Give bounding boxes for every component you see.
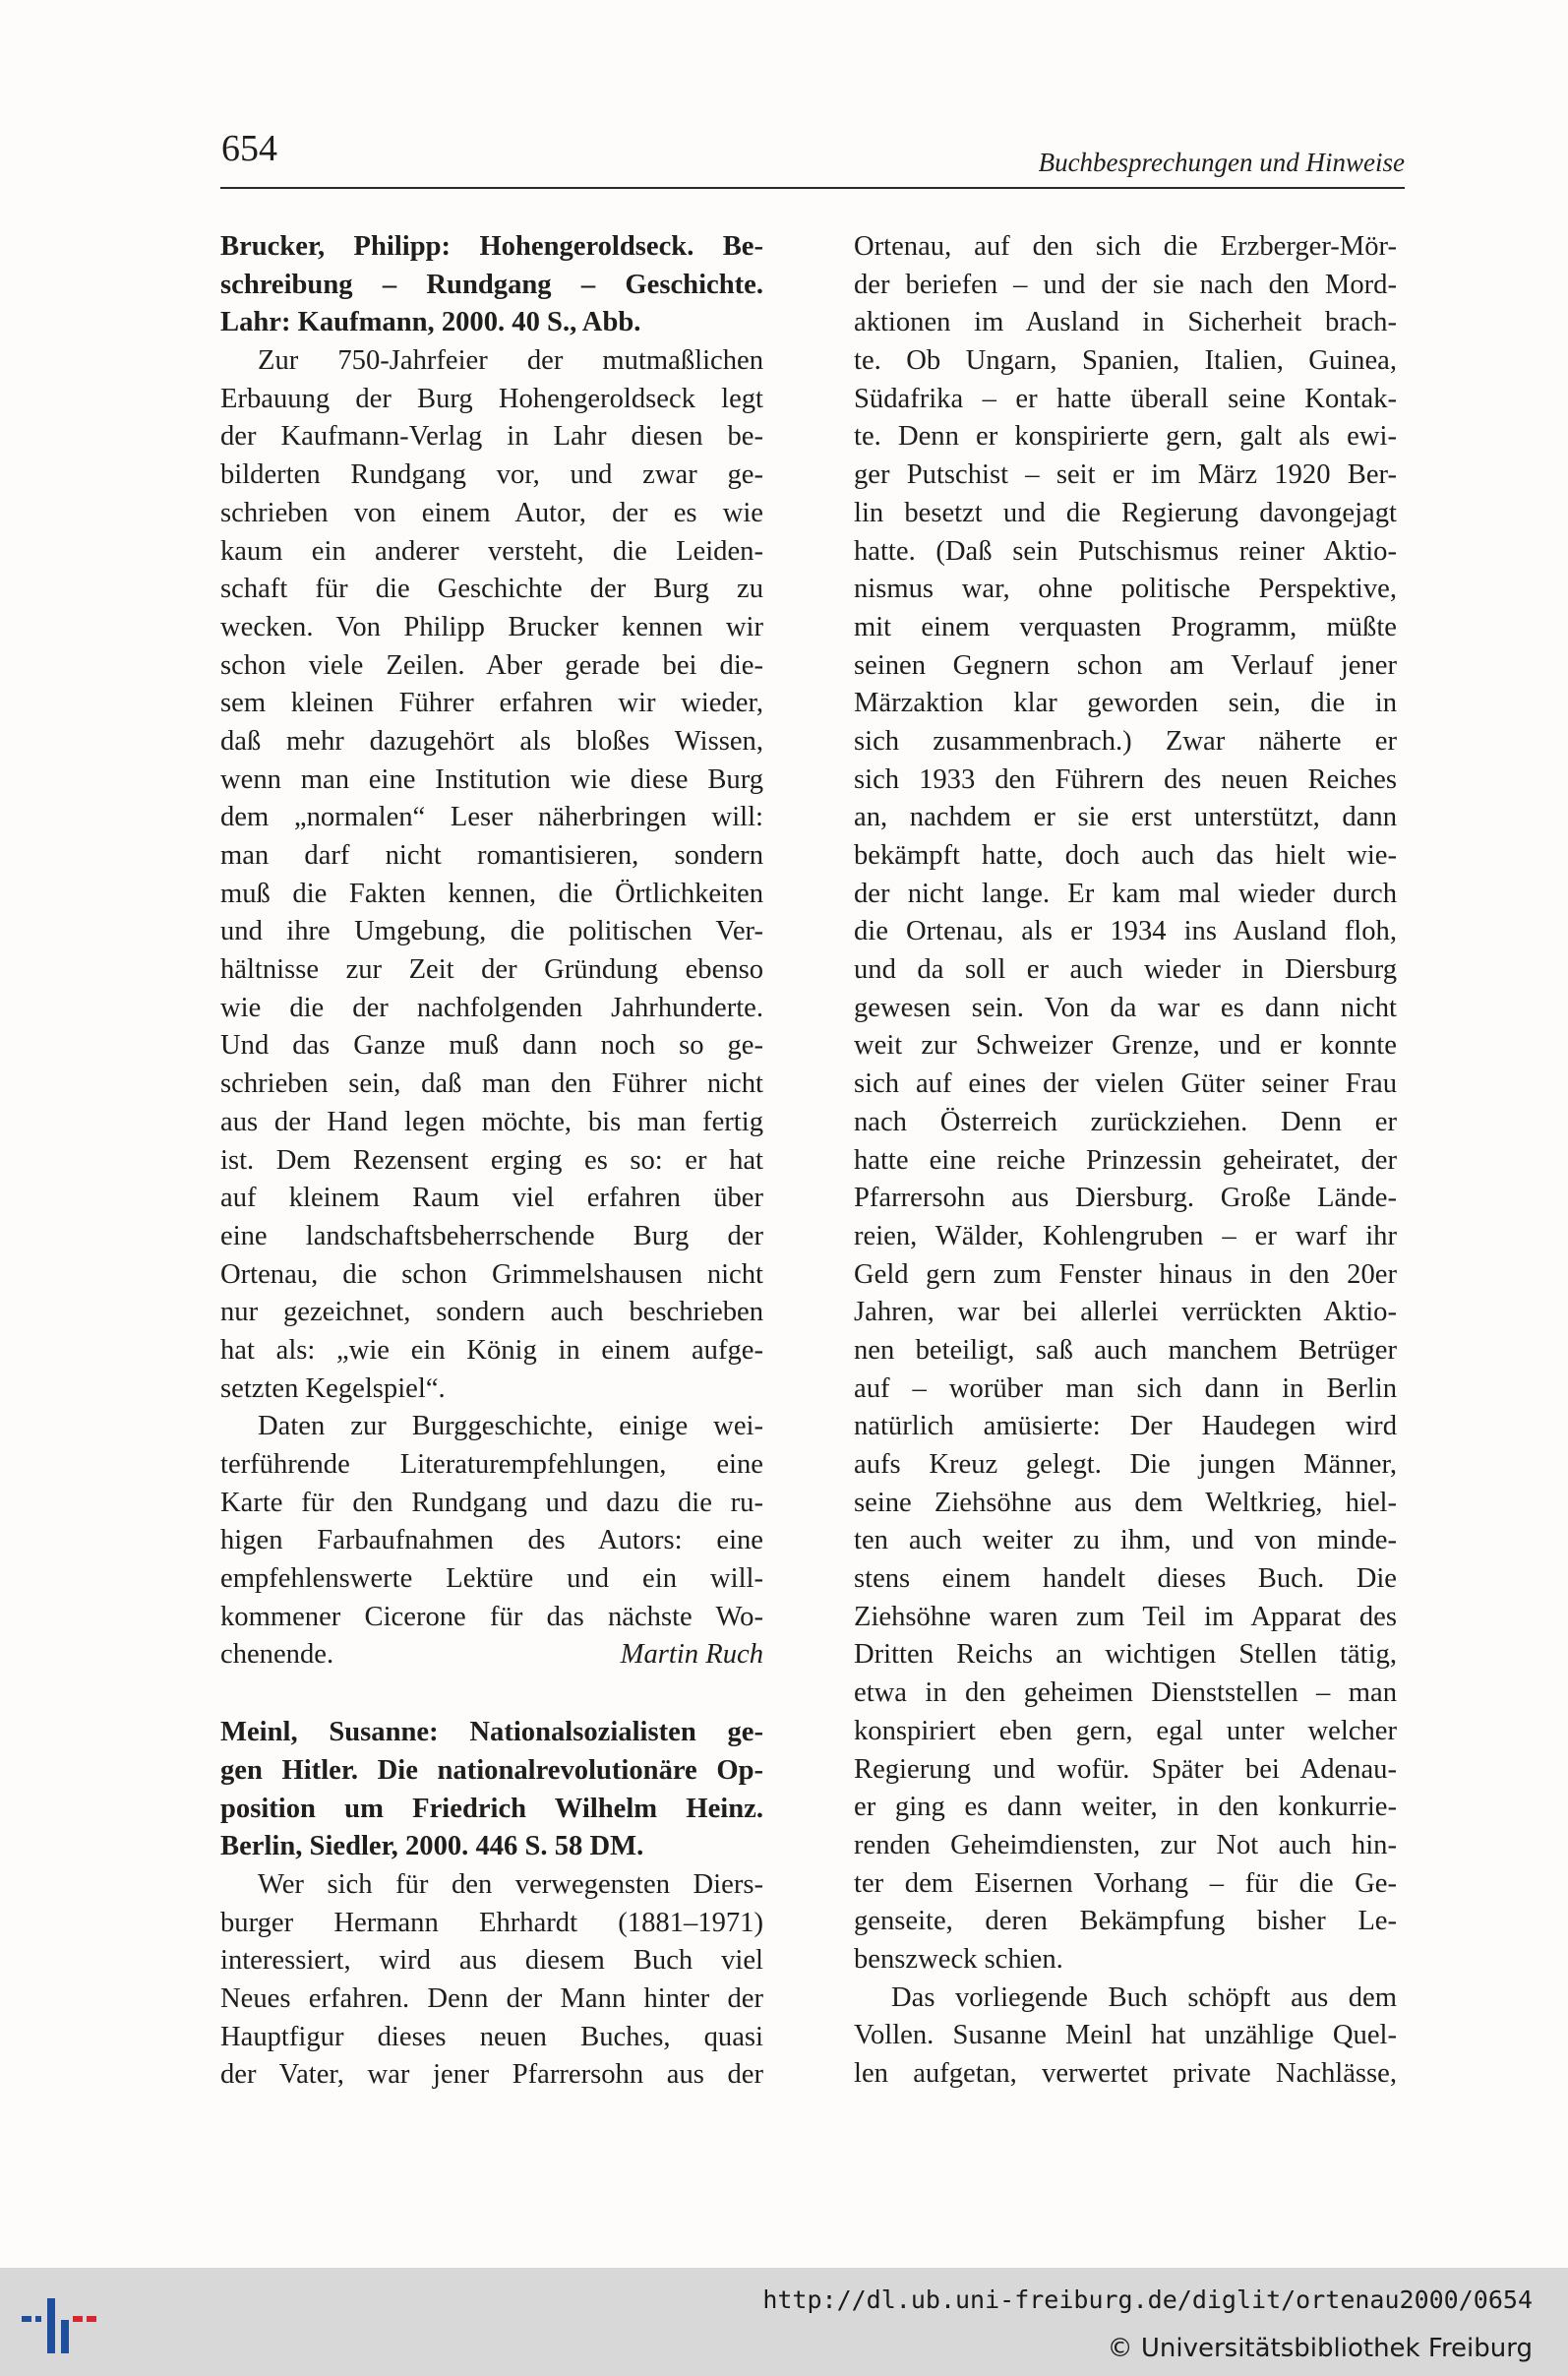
- text-line: bilderten Rundgang vor, und zwar ge-: [220, 459, 763, 491]
- review-heading-brucker: [220, 228, 763, 342]
- text-line: sich 1933 den Führern des neuen Reiches: [854, 763, 1397, 795]
- text-line: kommener Cicerone für das nächste Wo-: [220, 1601, 763, 1632]
- text-line: seinen Gegnern schon am Verlauf jener: [854, 649, 1397, 681]
- text-line: Hauptfigur dieses neuen Buches, quasi: [220, 2021, 763, 2052]
- library-logo-icon: [22, 2281, 100, 2365]
- text-line: seine Ziehsöhne aus dem Weltkrieg, hiel-: [854, 1487, 1397, 1518]
- text-line: schrieben von einem Autor, der es wie: [220, 497, 763, 528]
- text-line: hältnisse zur Zeit der Gründung ebenso: [220, 954, 763, 986]
- review-paragraph: [220, 1408, 763, 1675]
- text-line: gewesen sein. Von da war es dann nicht: [854, 992, 1397, 1023]
- reviewer-name: Martin Ruch: [620, 1639, 763, 1671]
- heading-line: schreibung – Rundgang – Geschichte.: [220, 269, 763, 300]
- text-line: nen beteiligt, saß auch manchem Betrüger: [854, 1334, 1397, 1366]
- text-line: und ihre Umgebung, die politischen Ver-: [220, 916, 763, 947]
- text-line: Geld gern zum Fenster hinaus in den 20er: [854, 1258, 1397, 1290]
- text-line: muß die Fakten kennen, die Örtlichkeiten: [220, 878, 763, 909]
- text-line: lin besetzt und die Regierung davongejagt: [854, 497, 1397, 528]
- text-line: der beriefen – und der sie nach den Mord-: [854, 269, 1397, 300]
- text-line: man darf nicht romantisieren, sondern: [220, 840, 763, 871]
- copyright-notice: © Universitätsbibliothek Freiburg: [1107, 2334, 1533, 2363]
- text-line: sich auf eines der vielen Güter seiner Frau: [854, 1068, 1397, 1100]
- text-line: schaft für die Geschichte der Burg zu: [220, 574, 763, 605]
- text-line: die Ortenau, als er 1934 ins Ausland floh,: [854, 916, 1397, 947]
- right-column: [854, 228, 1397, 2094]
- signature-line: [220, 1636, 763, 1675]
- page-number: 654: [221, 128, 277, 169]
- text-line: daß mehr dazugehört als bloßes Wissen,: [220, 725, 763, 757]
- heading-line: Berlin, Siedler, 2000. 446 S. 58 DM.: [220, 1831, 644, 1862]
- text-line: terführende Literaturempfehlungen, eine: [220, 1449, 763, 1480]
- text-line: te. Ob Ungarn, Spanien, Italien, Guinea,: [854, 345, 1397, 377]
- text-line: genseite, deren Bekämpfung bisher Le-: [854, 1906, 1397, 1937]
- review-paragraph: [854, 1980, 1397, 2094]
- text-line: te. Denn er konspirierte gern, galt als ewi-: [854, 421, 1397, 453]
- text-line: len aufgetan, verwertet private Nachlässe,: [854, 2058, 1397, 2089]
- text-line: Neues erfahren. Denn der Mann hinter der: [220, 1982, 763, 2014]
- text-line: higen Farbaufnahmen des Autors: eine: [220, 1525, 763, 1556]
- text-line: reien, Wälder, Kohlengruben – er warf ihr: [854, 1220, 1397, 1251]
- text-line: Ortenau, auf den sich die Erzberger-Mör-: [854, 231, 1397, 262]
- text-line: Daten zur Burggeschichte, einige wei-: [258, 1411, 763, 1442]
- text-line: hat als: „wie ein König in einem aufge-: [220, 1334, 763, 1366]
- text-line: hatte eine reiche Prinzessin geheiratet, der: [854, 1144, 1397, 1176]
- text-line: wie die der nachfolgenden Jahrhunderte.: [220, 992, 763, 1023]
- text-line: nach Österreich zurückziehen. Denn er: [854, 1106, 1397, 1137]
- heading-line: gen Hitler. Die nationalrevolutionäre Op-: [220, 1754, 763, 1786]
- text-line: interessiert, wird aus diesem Buch viel: [220, 1945, 763, 1977]
- text-line: und da soll er auch wieder in Diersburg: [854, 954, 1397, 986]
- text-line: an, nachdem er sie erst unterstützt, dann: [854, 802, 1397, 833]
- review-paragraph: [220, 342, 763, 1408]
- text-line: Pfarrersohn aus Diersburg. Große Lände-: [854, 1183, 1397, 1214]
- text-line: empfehlenswerte Lektüre und ein will-: [220, 1563, 763, 1595]
- text-line: aus der Hand legen möchte, bis man fertig: [220, 1106, 763, 1137]
- text-line: der Kaufmann-Verlag in Lahr diesen be-: [220, 421, 763, 453]
- text-line: hatte. (Daß sein Putschismus reiner Aktio-: [854, 535, 1397, 567]
- text-line: chenende.: [220, 1639, 334, 1671]
- text-line: nur gezeichnet, sondern auch beschrieben: [220, 1297, 763, 1328]
- text-line: ist. Dem Rezensent erging es so: er hat: [220, 1144, 763, 1176]
- text-line: auf kleinem Raum viel erfahren über: [220, 1183, 763, 1214]
- text-line: eine landschaftsbeherrschende Burg der: [220, 1220, 763, 1251]
- text-line: renden Geheimdiensten, zur Not auch hin-: [854, 1829, 1397, 1860]
- text-line: Regierung und wofür. Später bei Adenau-: [854, 1753, 1397, 1785]
- text-line: aktionen im Ausland in Sicherheit brach-: [854, 307, 1397, 338]
- text-line: wenn man eine Institution wie diese Burg: [220, 763, 763, 795]
- text-line: ten auch weiter zu ihm, und von minde-: [854, 1525, 1397, 1556]
- review-heading-meinl: [220, 1714, 763, 1866]
- text-line: Jahren, war bei allerlei verrückten Aktio-: [854, 1297, 1397, 1328]
- heading-line: Meinl, Susanne: Nationalsozialisten ge-: [220, 1717, 763, 1748]
- heading-line: position um Friedrich Wilhelm Heinz.: [220, 1793, 763, 1824]
- text-line: der Vater, war jener Pfarrersohn aus der: [220, 2059, 763, 2091]
- heading-line: Brucker, Philipp: Hohengeroldseck. Be-: [220, 231, 763, 262]
- text-line: Erbauung der Burg Hohengeroldseck legt: [220, 383, 763, 414]
- text-line: Dritten Reichs an wichtigen Stellen tätig,: [854, 1639, 1397, 1671]
- left-column: [220, 228, 763, 2095]
- text-line: ger Putschist – seit er im März 1920 Ber-: [854, 459, 1397, 491]
- text-line: bekämpft hatte, doch auch das hielt wie-: [854, 840, 1397, 871]
- text-line: Südafrika – er hatte überall seine Kontak-: [854, 383, 1397, 414]
- text-line: konspiriert eben gern, egal unter welcher: [854, 1715, 1397, 1746]
- text-line: nismus war, ohne politische Perspektive,: [854, 574, 1397, 605]
- text-line: setzten Kegelspiel“.: [220, 1372, 446, 1404]
- text-line: ter dem Eisernen Vorhang – für die Ge-: [854, 1867, 1397, 1899]
- text-line: Märzaktion klar geworden sein, die in: [854, 688, 1397, 719]
- text-line: er ging es dann weiter, in den konkurrie-: [854, 1792, 1397, 1823]
- permalink-link[interactable]: http://dl.ub.uni-freiburg.de/diglit/ortenau2000/0654: [762, 2285, 1533, 2314]
- text-line: schrieben sein, daß man den Führer nicht: [220, 1068, 763, 1100]
- text-line: Wer sich für den verwegensten Diers-: [258, 1868, 763, 1900]
- review-paragraph: [220, 1866, 763, 2095]
- text-line: Das vorliegende Buch schöpft aus dem: [891, 1981, 1397, 2013]
- text-line: Zur 750-Jahrfeier der mutmaßlichen: [258, 345, 763, 377]
- section-gap: [220, 1675, 763, 1714]
- review-paragraph: [854, 228, 1397, 1980]
- text-line: stens einem handelt dieses Buch. Die: [854, 1563, 1397, 1595]
- text-line: der nicht lange. Er kam mal wieder durch: [854, 878, 1397, 909]
- text-line: Und das Ganze muß dann noch so ge-: [220, 1030, 763, 1062]
- text-line: kaum ein anderer versteht, die Leiden-: [220, 535, 763, 567]
- text-line: Ortenau, die schon Grimmelshausen nicht: [220, 1258, 763, 1290]
- text-line: natürlich amüsierte: Der Haudegen wird: [854, 1411, 1397, 1442]
- text-line: aufs Kreuz gelegt. Die jungen Männer,: [854, 1449, 1397, 1480]
- heading-line: Lahr: Kaufmann, 2000. 40 S., Abb.: [220, 307, 641, 338]
- text-line: dem „normalen“ Leser näherbringen will:: [220, 802, 763, 833]
- text-line: Vollen. Susanne Meinl hat unzählige Quel-: [854, 2020, 1397, 2051]
- text-line: weit zur Schweizer Grenze, und er konnte: [854, 1030, 1397, 1062]
- text-line: Karte für den Rundgang und dazu die ru-: [220, 1487, 763, 1518]
- text-line: mit einem verquasten Programm, müßte: [854, 611, 1397, 642]
- text-line: sich zusammenbrach.) Zwar näherte er: [854, 725, 1397, 757]
- text-line: sem kleinen Führer erfahren wir wieder,: [220, 688, 763, 719]
- text-line: wecken. Von Philipp Brucker kennen wir: [220, 611, 763, 642]
- running-head: Buchbesprechungen und Hinweise: [1038, 148, 1405, 177]
- header-rule: [220, 187, 1405, 189]
- text-line: schon viele Zeilen. Aber gerade bei die-: [220, 649, 763, 681]
- text-line: Ziehsöhne waren zum Teil im Apparat des: [854, 1601, 1397, 1632]
- text-line: auf – worüber man sich dann in Berlin: [854, 1372, 1397, 1404]
- text-line: etwa in den geheimen Dienststellen – man: [854, 1677, 1397, 1709]
- text-line: benszweck schien.: [854, 1943, 1063, 1975]
- text-line: burger Hermann Ehrhardt (1881–1971): [220, 1907, 763, 1938]
